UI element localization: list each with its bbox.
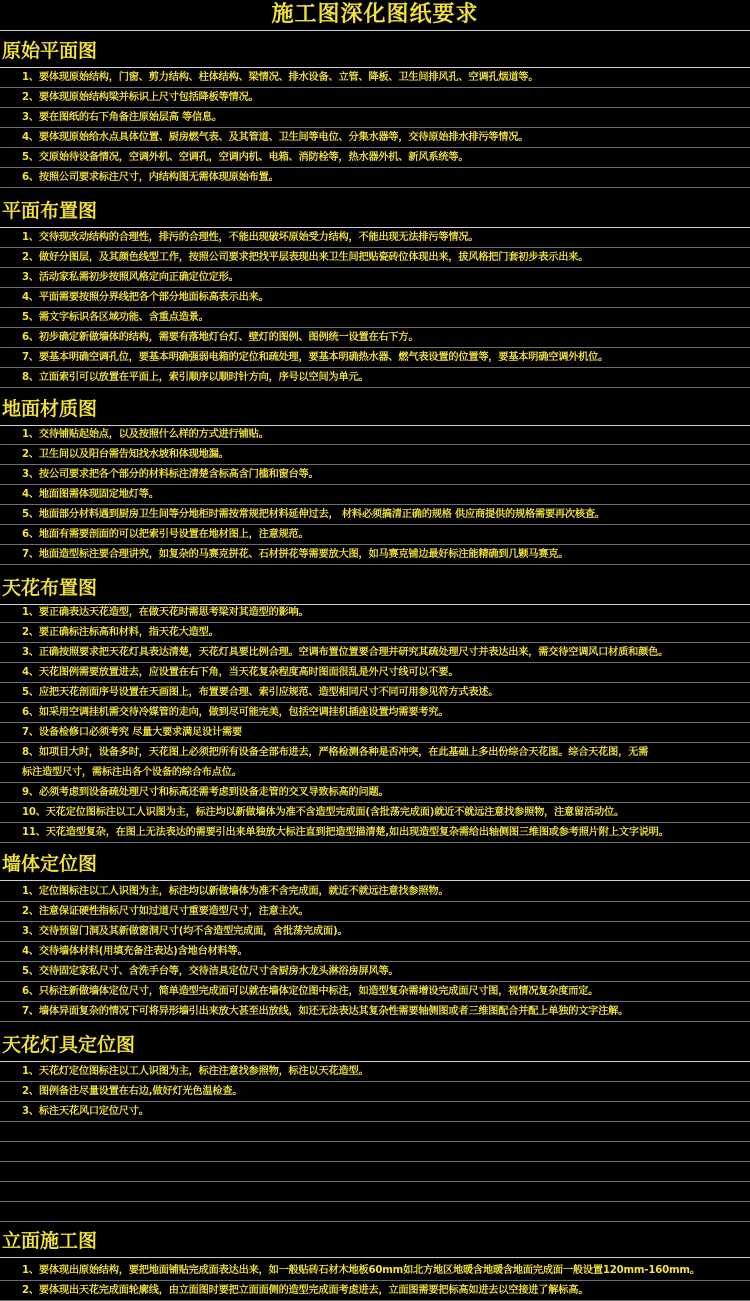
list-item-text: 2、要体现原始结构梁并标识上尺寸包括降板等情况。 [22,92,259,103]
title-bar [0,0,750,31]
list-item-text: 4、交待墙体材料(用填充备注表达)含地台材料等。 [22,946,248,957]
list-item-text: 5、需文字标识各区域功能、含重点造景。 [22,312,209,323]
section-heading-text: 原始平面图 [2,40,98,62]
list-item [0,446,750,465]
section-heading-text: 天花灯具定位图 [2,1034,136,1056]
list-item-text: 5、交原始待设备情况，空调外机、空调孔，空调内机、电箱、消防栓等，热水器外机、新风系统等。 [22,152,469,163]
list-item-text: 9、必须考虑到设备疏处理尺寸和标高还需考虑到设备走管的交叉导致标高的问题。 [22,787,389,798]
list-item-text: 2、图例备注尽量设置在右边,做好灯光色温检查。 [22,1086,243,1097]
list-item-text: 3、按公司要求把各个部分的材料标注清楚含标高含门槛和窗台等。 [22,469,319,480]
list-item [0,983,750,1002]
list-item-text: 6、只标注新做墙体定位尺寸，简单造型完成面可以就在墙体定位图中标注，如造型复杂需增设完成面尺寸图，视情况复杂度而定。 [22,986,599,997]
empty-row [0,1123,750,1142]
list-item-text: 1、定位图标注以工人识图为主，标注均以新做墙体为准不含完成面，就近不就远注意找参照物。 [22,886,449,897]
list-item [0,923,750,942]
list-item [0,624,750,643]
list-item-text: 1、交待铺贴起始点，以及按照什么样的方式进行铺贴。 [22,429,269,440]
list-item-text: 7、设备检修口必须考究 尽量大要求满足设计需要 [22,727,242,738]
list-item [0,526,750,545]
list-item-text: 6、地面有需要剖面的可以把索引号设置在地材图上，注意规范。 [22,529,309,540]
list-item-text: 5、交待固定家私尺寸、含洗手台等，交待洁具定位尺寸含厨房水龙头淋浴房屏风等。 [22,966,399,977]
section-heading-text: 平面布置图 [2,200,98,222]
list-item-text: 4、要体现原始给水点具体位置、厨房燃气表、及其管道、卫生间等电位、分集水器等，交待原始排水排污等情况。 [22,132,529,143]
list-item [0,149,750,168]
list-item [0,169,750,188]
list-item [0,486,750,505]
list-item [0,644,750,663]
list-item-text: 4、天花图例需要放置进去，应设置在右下角，当天花复杂程度高时图面很乱是外尺寸线可以不要。 [22,667,459,678]
list-item [0,1083,750,1102]
list-item [0,229,750,248]
list-item [0,824,750,843]
list-item [0,883,750,902]
list-item [0,1262,750,1281]
section-heading [0,395,750,426]
list-item-text: 7、地面造型标注要合理讲究，如复杂的马赛克拼花、石材拼花等需要放大图，如马赛克铺边最好标注能精确到几颗马赛克。 [22,549,569,560]
empty-row [0,1163,750,1182]
list-item-text: 6、初步确定新做墙体的结构，需要有落地灯台灯、壁灯的图例、图例统一设置在右下方。 [22,332,419,343]
list-item-text: 1、天花灯定位图标注以工人识图为主，标注注意找参照物，标注以天花造型。 [22,1066,369,1077]
section-heading-text: 天花布置图 [2,577,98,599]
section-heading-text: 墙体定位图 [2,853,98,875]
list-item [0,506,750,525]
list-item-text: 标注造型尺寸，需标注出各个设备的综合布点位。 [22,767,242,778]
section-heading [0,37,750,68]
list-item [0,903,750,922]
list-item-text: 5、应把天花剖面序号设置在天画图上，布置要合理、索引应规范、造型相同尺寸不同可用参见符方式表述。 [22,687,499,698]
list-item [0,309,750,328]
list-item-text: 5、地面部分材料遇到厨房卫生间等分地柜时需按常规把材料延伸过去， 材料必须搞清正确的规格 供应商提供的规格需要再次核查。 [22,509,605,520]
list-item-text: 1、要正确表达天花造型，在做天花时需思考梁对其造型的影响。 [22,607,309,618]
list-item [0,466,750,485]
section-heading-text: 地面材质图 [2,398,98,420]
list-item-text: 8、立面索引可以放置在平面上，索引顺序以顺时针方向，序号以空间为单元。 [22,372,369,383]
list-item [0,269,750,288]
list-item [0,349,750,368]
list-item [0,289,750,308]
list-item-text: 1、交待现改动结构的合理性，排污的合理性，不能出现破坏原始受力结构，不能出现无法排污等情况。 [22,232,479,243]
list-item [0,784,750,803]
list-item [0,664,750,683]
list-item [0,704,750,723]
list-item [0,684,750,703]
list-item-text: 6、按照公司要求标注尺寸，内结构图无需体现原始布置。 [22,172,279,183]
empty-row [0,1143,750,1162]
list-item-text: 1、要体现原始结构，门窗、剪力结构、柱体结构、梁情况、排水设备、立管、降板、卫生间排风孔、空调孔烟道等。 [22,72,539,83]
list-item [0,129,750,148]
list-item [0,89,750,108]
list-item [0,249,750,268]
list-item-text: 10、天花定位图标注以工人识图为主，标注均以新做墙体为准不含造型完成面(含批荡完成面)就近不就远注意找参照物，注意留活动位。 [22,807,624,818]
list-item-text: 6、如采用空调挂机需交待冷媒管的走向，做到尽可能完美，包括空调挂机插座设置均需要考究。 [22,707,449,718]
list-item [0,604,750,623]
list-item [0,943,750,962]
list-item [0,724,750,743]
list-item-text: 4、地面图需体现固定地灯等。 [22,489,159,500]
list-item-text: 11、天花造型复杂，在图上无法表达的需要引出来单独放大标注直到把造型描清楚,如出现造型复杂需给出轴侧图三维图或参考照片附上文字说明。 [22,827,669,838]
list-item [0,329,750,348]
list-item [0,744,750,763]
section-heading [0,1031,750,1062]
list-item-text: 2、要正确标注标高和材料，指天花大造型。 [22,627,219,638]
empty-row [0,1183,750,1202]
list-item-text: 3、要在图纸的右下角备注原始层高 等信息。 [22,112,222,123]
list-item [0,1103,750,1122]
list-item-text: 1、要体现出原始结构，要把地面铺贴完成面表达出来，如一般贴砖石材木地板60mm如北方地区地暖含地暖含地面完成面一般设置120mm-160mm。 [22,1265,700,1276]
list-item-text: 3、正确按照要求把天花灯具表达清楚，天花灯具要比例合理。空调布置位置要合理并研究其疏处理尺寸并表达出来，需交待空调风口材质和颜色。 [22,647,669,658]
empty-row [0,1203,750,1222]
section-heading [0,197,750,228]
list-item [0,69,750,88]
list-item [0,1282,750,1301]
list-item-text: 3、标注天花风口定位尺寸。 [22,1106,149,1117]
list-item-text: 2、要体现出天花完成面轮廓线，由立面图时要把立面面侧的造型完成面考虑进去，立面图需要把标高如进去以空接进了解标高。 [22,1285,589,1296]
list-item [0,1003,750,1022]
list-item-text: 2、卫生间以及阳台需告知找水坡和体现地漏。 [22,449,229,460]
list-item [0,369,750,388]
list-item-text: 3、活动家私需初步按照风格定向正确定位定形。 [22,272,239,283]
list-item-text: 2、注意保证硬性指标尺寸如过道尺寸重要造型尺寸，注意主次。 [22,906,309,917]
list-item [0,109,750,128]
section-heading [0,1227,750,1258]
list-item [0,1063,750,1082]
list-item-text: 4、平面需要按照分界线把各个部分地面标高表示出来。 [22,292,269,303]
section-heading-text: 立面施工图 [2,1230,98,1252]
list-item [0,963,750,982]
list-item [0,546,750,565]
list-item-text: 7、要基本明确空调孔位，要基本明确强弱电箱的定位和疏处理，要基本明确热水器、燃气表设置的位置等，要基本明确空调外机位。 [22,352,609,363]
page-title: 施工图深化图纸要求 [271,1,479,27]
list-item [0,804,750,823]
list-item-text: 2、做好分图层，及其颜色线型工作，按照公司要求把找平层表现出来卫生间把贴瓷砖位体现出来，拔风格把门套初步表示出来。 [22,252,589,263]
list-item-text: 8、如项目大时，设备多时，天花图上必须把所有设备全部布进去，严格检测各种是否冲突，在此基础上多出份综合天花图。综合天花图，无需 [22,747,649,758]
section-heading [0,850,750,881]
list-item [0,764,750,783]
list-item-text: 7、墙体异面复杂的情况下可将异形墙引出来放大甚至出放线，如还无法表达其复杂性需要轴侧图或者三维图配合并配上单独的文字注解。 [22,1006,629,1017]
section-heading [0,574,750,605]
list-item-text: 3、交待预留门洞及其新做窗洞尺寸(均不含造型完成面，含批荡完成面)。 [22,926,348,937]
list-item [0,426,750,445]
